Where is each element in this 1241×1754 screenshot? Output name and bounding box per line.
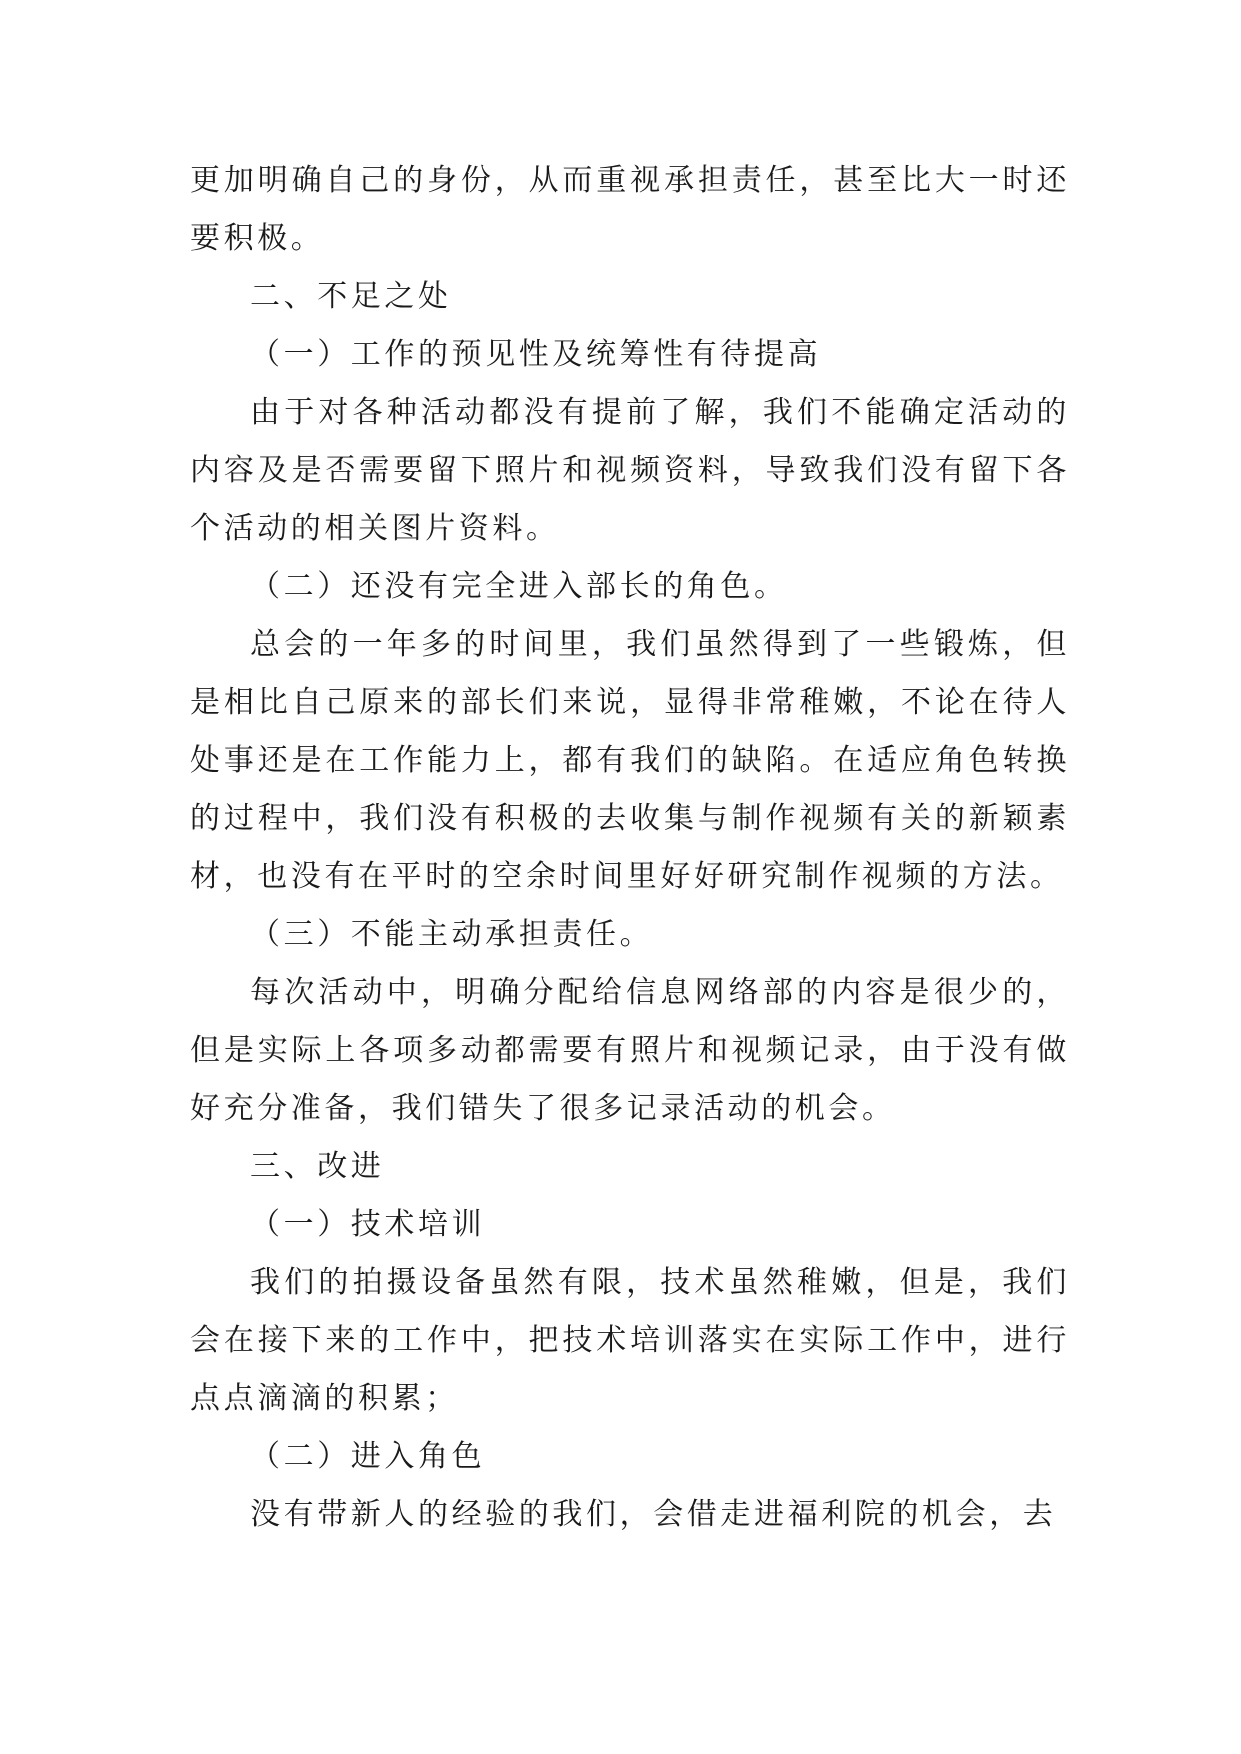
section-heading-improvement: 三、改进 [250, 1149, 385, 1184]
paragraph-training: 我们的拍摄设备虽然有限，技术虽然稚嫩，但是，我们会在接下来的工作中，把技术培训落实在实际工作中，进行点点滴滴的积累； [190, 1265, 1070, 1416]
section-heading-shortcomings: 二、不足之处 [250, 279, 452, 314]
paragraph-role: 总会的一年多的时间里，我们虽然得到了一些锻炼，但是相比自己原来的部长们来说，显得非常稚嫩，不论在待人处事还是在工作能力上，都有我们的缺陷。在适应角色转换的过程中，我们没有积极的去收集与制作视频有关的新颖素材，也没有在平时的空余时间里好好研究制作视频的方法。 [190, 627, 1070, 894]
subheading-enter-role: （二）进入角色 [250, 1439, 486, 1474]
paragraph-responsibility: 每次活动中，明确分配给信息网络部的内容是很少的，但是实际上各项多动都需要有照片和视频记录，由于没有做好充分准备，我们错失了很多记录活动的机会。 [190, 975, 1070, 1126]
paragraph-continued: 更加明确自己的身份，从而重视承担责任，甚至比大一时还要积极。 [190, 163, 1070, 256]
subheading-training: （一）技术培训 [250, 1207, 486, 1242]
subheading-role: （二）还没有完全进入部长的角色。 [250, 569, 788, 604]
subheading-responsibility: （三）不能主动承担责任。 [250, 917, 654, 952]
document-page [190, 152, 1070, 1544]
subheading-foresight: （一）工作的预见性及统筹性有待提高 [250, 337, 822, 372]
paragraph-enter-role: 没有带新人的经验的我们，会借走进福利院的机会，去 [250, 1497, 1057, 1532]
paragraph-foresight: 由于对各种活动都没有提前了解，我们不能确定活动的内容及是否需要留下照片和视频资料，导致我们没有留下各个活动的相关图片资料。 [190, 395, 1070, 546]
